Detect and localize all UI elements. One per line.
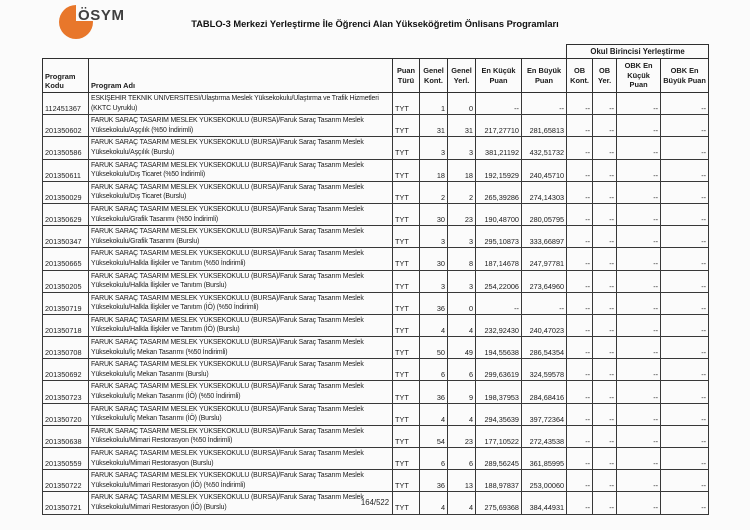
- cell-code: 201350692: [43, 359, 89, 381]
- cell-en_buyuk_puan: 247,97781: [522, 248, 567, 270]
- cell-genel_kont: 3: [420, 270, 448, 292]
- column-header-en_kucuk_puan: En Küçük Puan: [476, 59, 522, 93]
- cell-en_buyuk_puan: 333,66897: [522, 226, 567, 248]
- cell-obk_en_kucuk_puan: --: [617, 181, 661, 203]
- cell-name: FARUK SARAÇ TASARIM MESLEK YÜKSEKOKULU (BURSA)/Faruk Saraç Tasarım Meslek Yüksekokulu/Grafik Tasarımı (%50 İndirimli): [89, 203, 393, 225]
- cell-genel_yerl: 3: [448, 226, 476, 248]
- table-row: [43, 292, 709, 314]
- cell-en_kucuk_puan: 295,10873: [476, 226, 522, 248]
- cell-code: 201350347: [43, 226, 89, 248]
- cell-obk_en_kucuk_puan: --: [617, 93, 661, 115]
- cell-name: FARUK SARAÇ TASARIM MESLEK YÜKSEKOKULU (BURSA)/Faruk Saraç Tasarım Meslek Yüksekokulu/Aşçılık (Burslu): [89, 137, 393, 159]
- cell-puan_turu: TYT: [393, 448, 420, 470]
- cell-genel_yerl: 18: [448, 159, 476, 181]
- cell-genel_yerl: 23: [448, 425, 476, 447]
- cell-code: 201350723: [43, 381, 89, 403]
- cell-name: ESKİŞEHİR TEKNİK ÜNİVERSİTESİ/Ulaştırma Meslek Yüksekokulu/Ulaştırma ve Trafik Hizmetleri (KKTC Uyruklu): [89, 93, 393, 115]
- cell-ob_kont: --: [567, 381, 593, 403]
- cell-obk_en_buyuk_puan: --: [661, 203, 709, 225]
- cell-ob_kont: --: [567, 181, 593, 203]
- cell-code: 201350611: [43, 159, 89, 181]
- cell-name: FARUK SARAÇ TASARIM MESLEK YÜKSEKOKULU (BURSA)/Faruk Saraç Tasarım Meslek Yüksekokulu/İç Mekan Tasarımı (Burslu): [89, 359, 393, 381]
- column-header-ob_yer: OB Yer.: [593, 59, 617, 93]
- cell-en_buyuk_puan: 274,14303: [522, 181, 567, 203]
- cell-obk_en_buyuk_puan: --: [661, 181, 709, 203]
- cell-obk_en_kucuk_puan: --: [617, 425, 661, 447]
- cell-ob_yer: --: [593, 314, 617, 336]
- cell-ob_yer: --: [593, 226, 617, 248]
- cell-genel_yerl: 23: [448, 203, 476, 225]
- cell-genel_kont: 4: [420, 403, 448, 425]
- table-row: [43, 248, 709, 270]
- cell-en_kucuk_puan: 177,10522: [476, 425, 522, 447]
- table-body: [43, 93, 709, 515]
- cell-ob_yer: --: [593, 470, 617, 492]
- cell-obk_en_buyuk_puan: --: [661, 403, 709, 425]
- cell-obk_en_buyuk_puan: --: [661, 115, 709, 137]
- cell-genel_yerl: 6: [448, 359, 476, 381]
- cell-ob_kont: --: [567, 292, 593, 314]
- cell-ob_kont: --: [567, 248, 593, 270]
- table-row: [43, 359, 709, 381]
- cell-en_buyuk_puan: 240,45710: [522, 159, 567, 181]
- column-header-obk_en_buyuk_puan: OBK En Büyük Puan: [661, 59, 709, 93]
- cell-en_buyuk_puan: --: [522, 93, 567, 115]
- cell-en_kucuk_puan: 192,15929: [476, 159, 522, 181]
- cell-name: FARUK SARAÇ TASARIM MESLEK YÜKSEKOKULU (BURSA)/Faruk Saraç Tasarım Meslek Yüksekokulu/Halkla İlişkiler ve Tanıtım (Burslu): [89, 270, 393, 292]
- cell-ob_kont: --: [567, 270, 593, 292]
- table-row: [43, 403, 709, 425]
- table-row: [43, 115, 709, 137]
- table-header-row: [43, 59, 709, 93]
- cell-name: FARUK SARAÇ TASARIM MESLEK YÜKSEKOKULU (BURSA)/Faruk Saraç Tasarım Meslek Yüksekokulu/Dış Ticaret (%50 İndirimli): [89, 159, 393, 181]
- cell-puan_turu: TYT: [393, 181, 420, 203]
- cell-obk_en_buyuk_puan: --: [661, 337, 709, 359]
- cell-ob_kont: --: [567, 93, 593, 115]
- cell-obk_en_kucuk_puan: --: [617, 470, 661, 492]
- cell-ob_yer: --: [593, 337, 617, 359]
- cell-obk_en_kucuk_puan: --: [617, 337, 661, 359]
- cell-ob_yer: --: [593, 270, 617, 292]
- cell-obk_en_kucuk_puan: --: [617, 137, 661, 159]
- cell-obk_en_kucuk_puan: --: [617, 270, 661, 292]
- cell-obk_en_buyuk_puan: --: [661, 292, 709, 314]
- cell-puan_turu: TYT: [393, 403, 420, 425]
- page-number: 164/522: [360, 498, 390, 507]
- column-header-puan_turu: Puan Türü: [393, 59, 420, 93]
- placement-table: [42, 44, 709, 515]
- cell-genel_kont: 30: [420, 203, 448, 225]
- cell-ob_yer: --: [593, 492, 617, 514]
- cell-en_kucuk_puan: 232,92430: [476, 314, 522, 336]
- cell-ob_yer: --: [593, 292, 617, 314]
- cell-code: 201350721: [43, 492, 89, 514]
- cell-obk_en_buyuk_puan: --: [661, 314, 709, 336]
- cell-code: 201350718: [43, 314, 89, 336]
- cell-code: 201350629: [43, 203, 89, 225]
- cell-en_kucuk_puan: 188,97837: [476, 470, 522, 492]
- cell-en_buyuk_puan: 286,54354: [522, 337, 567, 359]
- cell-genel_kont: 50: [420, 337, 448, 359]
- cell-genel_yerl: 49: [448, 337, 476, 359]
- cell-genel_kont: 2: [420, 181, 448, 203]
- column-header-genel_kont: Genel Kont.: [420, 59, 448, 93]
- cell-ob_kont: --: [567, 359, 593, 381]
- cell-ob_kont: --: [567, 337, 593, 359]
- cell-en_buyuk_puan: 397,72364: [522, 403, 567, 425]
- cell-puan_turu: TYT: [393, 381, 420, 403]
- column-header-name: Program Adı: [89, 59, 393, 93]
- cell-genel_yerl: 13: [448, 470, 476, 492]
- cell-en_buyuk_puan: 253,00060: [522, 470, 567, 492]
- cell-name: FARUK SARAÇ TASARIM MESLEK YÜKSEKOKULU (BURSA)/Faruk Saraç Tasarım Meslek Yüksekokulu/Grafik Tasarımı (Burslu): [89, 226, 393, 248]
- cell-en_kucuk_puan: --: [476, 93, 522, 115]
- cell-name: FARUK SARAÇ TASARIM MESLEK YÜKSEKOKULU (BURSA)/Faruk Saraç Tasarım Meslek Yüksekokulu/İç Mekan Tasarımı (%50 İndirimli): [89, 337, 393, 359]
- cell-en_buyuk_puan: --: [522, 292, 567, 314]
- cell-genel_kont: 1: [420, 93, 448, 115]
- table-row: [43, 226, 709, 248]
- cell-en_buyuk_puan: 324,59578: [522, 359, 567, 381]
- column-header-code: Program Kodu: [43, 59, 89, 93]
- cell-ob_yer: --: [593, 425, 617, 447]
- cell-ob_yer: --: [593, 381, 617, 403]
- cell-obk_en_buyuk_puan: --: [661, 248, 709, 270]
- cell-name: FARUK SARAÇ TASARIM MESLEK YÜKSEKOKULU (BURSA)/Faruk Saraç Tasarım Meslek Yüksekokulu/Halkla İlişkiler ve Tanıtım (%50 İndirimli): [89, 248, 393, 270]
- table-row: [43, 181, 709, 203]
- cell-name: FARUK SARAÇ TASARIM MESLEK YÜKSEKOKULU (BURSA)/Faruk Saraç Tasarım Meslek Yüksekokulu/İç Mekan Tasarımı (İÖ) (%50 İndirimli): [89, 381, 393, 403]
- cell-puan_turu: TYT: [393, 159, 420, 181]
- cell-en_kucuk_puan: 198,37953: [476, 381, 522, 403]
- cell-obk_en_buyuk_puan: --: [661, 159, 709, 181]
- cell-obk_en_kucuk_puan: --: [617, 292, 661, 314]
- column-header-ob_kont: OB Kont.: [567, 59, 593, 93]
- cell-genel_yerl: 4: [448, 403, 476, 425]
- table-row: [43, 203, 709, 225]
- column-header-obk_en_kucuk_puan: OBK En Küçük Puan: [617, 59, 661, 93]
- cell-ob_yer: --: [593, 359, 617, 381]
- cell-puan_turu: TYT: [393, 337, 420, 359]
- cell-ob_kont: --: [567, 492, 593, 514]
- cell-en_kucuk_puan: 190,48700: [476, 203, 522, 225]
- cell-obk_en_buyuk_puan: --: [661, 470, 709, 492]
- cell-ob_kont: --: [567, 159, 593, 181]
- table-row: [43, 425, 709, 447]
- cell-en_kucuk_puan: 289,56245: [476, 448, 522, 470]
- cell-obk_en_kucuk_puan: --: [617, 448, 661, 470]
- cell-puan_turu: TYT: [393, 115, 420, 137]
- table-row: [43, 137, 709, 159]
- cell-ob_yer: --: [593, 137, 617, 159]
- cell-code: 201350665: [43, 248, 89, 270]
- cell-name: FARUK SARAÇ TASARIM MESLEK YÜKSEKOKULU (BURSA)/Faruk Saraç Tasarım Meslek Yüksekokulu/Halkla İlişkiler ve Tanıtım (İÖ) (Burslu): [89, 314, 393, 336]
- cell-genel_yerl: 31: [448, 115, 476, 137]
- cell-obk_en_kucuk_puan: --: [617, 381, 661, 403]
- cell-code: 201350029: [43, 181, 89, 203]
- cell-puan_turu: TYT: [393, 93, 420, 115]
- cell-obk_en_buyuk_puan: --: [661, 381, 709, 403]
- cell-ob_kont: --: [567, 448, 593, 470]
- cell-en_kucuk_puan: 381,21192: [476, 137, 522, 159]
- cell-genel_kont: 36: [420, 292, 448, 314]
- osym-logo-text: ÖSYM: [78, 7, 125, 24]
- cell-genel_kont: 18: [420, 159, 448, 181]
- cell-puan_turu: TYT: [393, 137, 420, 159]
- cell-ob_yer: --: [593, 93, 617, 115]
- cell-code: 201350205: [43, 270, 89, 292]
- cell-ob_yer: --: [593, 248, 617, 270]
- cell-name: FARUK SARAÇ TASARIM MESLEK YÜKSEKOKULU (BURSA)/Faruk Saraç Tasarım Meslek Yüksekokulu/Mimari Restorasyon (İÖ) (Burslu): [89, 492, 393, 514]
- cell-en_kucuk_puan: 217,27710: [476, 115, 522, 137]
- group-header-okul-birincisi-yerlestirme: Okul Birincisi Yerleştirme: [567, 45, 709, 59]
- table-row: [43, 93, 709, 115]
- cell-genel_yerl: 4: [448, 314, 476, 336]
- cell-genel_yerl: 6: [448, 448, 476, 470]
- table-row: [43, 337, 709, 359]
- cell-en_kucuk_puan: 299,63619: [476, 359, 522, 381]
- cell-ob_kont: --: [567, 425, 593, 447]
- cell-obk_en_buyuk_puan: --: [661, 359, 709, 381]
- cell-obk_en_kucuk_puan: --: [617, 248, 661, 270]
- cell-obk_en_buyuk_puan: --: [661, 270, 709, 292]
- cell-code: 201350638: [43, 425, 89, 447]
- cell-name: FARUK SARAÇ TASARIM MESLEK YÜKSEKOKULU (BURSA)/Faruk Saraç Tasarım Meslek Yüksekokulu/Halkla İlişkiler ve Tanıtım (İÖ) (%50 İndirimli): [89, 292, 393, 314]
- cell-genel_kont: 4: [420, 314, 448, 336]
- cell-en_kucuk_puan: 275,69368: [476, 492, 522, 514]
- cell-en_buyuk_puan: 272,43538: [522, 425, 567, 447]
- cell-code: 112451367: [43, 93, 89, 115]
- table-row: [43, 381, 709, 403]
- cell-genel_kont: 3: [420, 226, 448, 248]
- group-header-spacer: [43, 45, 567, 59]
- cell-name: FARUK SARAÇ TASARIM MESLEK YÜKSEKOKULU (BURSA)/Faruk Saraç Tasarım Meslek Yüksekokulu/İç Mekan Tasarımı (İÖ) (Burslu): [89, 403, 393, 425]
- cell-ob_kont: --: [567, 226, 593, 248]
- table-row: [43, 270, 709, 292]
- cell-genel_kont: 31: [420, 115, 448, 137]
- cell-en_kucuk_puan: 265,39286: [476, 181, 522, 203]
- cell-name: FARUK SARAÇ TASARIM MESLEK YÜKSEKOKULU (BURSA)/Faruk Saraç Tasarım Meslek Yüksekokulu/Aşçılık (%50 İndirimli): [89, 115, 393, 137]
- cell-name: FARUK SARAÇ TASARIM MESLEK YÜKSEKOKULU (BURSA)/Faruk Saraç Tasarım Meslek Yüksekokulu/Mimari Restorasyon (Burslu): [89, 448, 393, 470]
- cell-code: 201350719: [43, 292, 89, 314]
- cell-puan_turu: TYT: [393, 314, 420, 336]
- cell-ob_kont: --: [567, 403, 593, 425]
- table-row: [43, 470, 709, 492]
- page-title: TABLO-3 Merkezi Yerleştirme İle Öğrenci Alan Yükseköğretim Önlisans Programları: [191, 19, 559, 29]
- cell-obk_en_kucuk_puan: --: [617, 226, 661, 248]
- cell-genel_yerl: 4: [448, 492, 476, 514]
- cell-en_buyuk_puan: 361,85995: [522, 448, 567, 470]
- cell-en_kucuk_puan: --: [476, 292, 522, 314]
- cell-genel_kont: 30: [420, 248, 448, 270]
- cell-obk_en_buyuk_puan: --: [661, 448, 709, 470]
- cell-puan_turu: TYT: [393, 470, 420, 492]
- cell-genel_yerl: 2: [448, 181, 476, 203]
- cell-puan_turu: TYT: [393, 270, 420, 292]
- table-row: [43, 159, 709, 181]
- cell-obk_en_kucuk_puan: --: [617, 359, 661, 381]
- cell-code: 201350559: [43, 448, 89, 470]
- cell-puan_turu: TYT: [393, 492, 420, 514]
- cell-ob_yer: --: [593, 115, 617, 137]
- cell-ob_kont: --: [567, 137, 593, 159]
- cell-genel_yerl: 0: [448, 292, 476, 314]
- cell-genel_kont: 6: [420, 448, 448, 470]
- cell-en_kucuk_puan: 194,55638: [476, 337, 522, 359]
- cell-en_buyuk_puan: 280,05795: [522, 203, 567, 225]
- cell-ob_yer: --: [593, 203, 617, 225]
- cell-puan_turu: TYT: [393, 292, 420, 314]
- cell-en_buyuk_puan: 281,65813: [522, 115, 567, 137]
- cell-obk_en_buyuk_puan: --: [661, 226, 709, 248]
- cell-en_buyuk_puan: 273,64960: [522, 270, 567, 292]
- cell-ob_kont: --: [567, 115, 593, 137]
- cell-obk_en_kucuk_puan: --: [617, 403, 661, 425]
- cell-genel_kont: 4: [420, 492, 448, 514]
- cell-en_kucuk_puan: 254,22006: [476, 270, 522, 292]
- cell-obk_en_kucuk_puan: --: [617, 115, 661, 137]
- cell-en_kucuk_puan: 187,14678: [476, 248, 522, 270]
- cell-ob_kont: --: [567, 314, 593, 336]
- cell-ob_yer: --: [593, 181, 617, 203]
- cell-ob_yer: --: [593, 159, 617, 181]
- cell-obk_en_kucuk_puan: --: [617, 203, 661, 225]
- table-row: [43, 448, 709, 470]
- cell-ob_yer: --: [593, 448, 617, 470]
- cell-puan_turu: TYT: [393, 203, 420, 225]
- cell-obk_en_buyuk_puan: --: [661, 137, 709, 159]
- cell-name: FARUK SARAÇ TASARIM MESLEK YÜKSEKOKULU (BURSA)/Faruk Saraç Tasarım Meslek Yüksekokulu/Dış Ticaret (Burslu): [89, 181, 393, 203]
- cell-genel_yerl: 9: [448, 381, 476, 403]
- cell-code: 201350586: [43, 137, 89, 159]
- cell-genel_kont: 36: [420, 381, 448, 403]
- cell-puan_turu: TYT: [393, 425, 420, 447]
- cell-code: 201350708: [43, 337, 89, 359]
- cell-en_buyuk_puan: 432,51732: [522, 137, 567, 159]
- cell-genel_kont: 54: [420, 425, 448, 447]
- cell-obk_en_buyuk_puan: --: [661, 425, 709, 447]
- cell-ob_kont: --: [567, 203, 593, 225]
- cell-name: FARUK SARAÇ TASARIM MESLEK YÜKSEKOKULU (BURSA)/Faruk Saraç Tasarım Meslek Yüksekokulu/Mimari Restorasyon (İÖ) (%50 İndirimli): [89, 470, 393, 492]
- column-header-genel_yerl: Genel Yerl.: [448, 59, 476, 93]
- cell-genel_kont: 6: [420, 359, 448, 381]
- cell-genel_yerl: 3: [448, 137, 476, 159]
- cell-obk_en_kucuk_puan: --: [617, 159, 661, 181]
- cell-obk_en_buyuk_puan: --: [661, 492, 709, 514]
- cell-genel_yerl: 3: [448, 270, 476, 292]
- group-header-row: [43, 45, 709, 59]
- cell-code: 201350720: [43, 403, 89, 425]
- cell-puan_turu: TYT: [393, 359, 420, 381]
- cell-obk_en_kucuk_puan: --: [617, 314, 661, 336]
- cell-code: 201350602: [43, 115, 89, 137]
- cell-en_buyuk_puan: 384,44931: [522, 492, 567, 514]
- cell-en_buyuk_puan: 284,68416: [522, 381, 567, 403]
- cell-genel_kont: 3: [420, 137, 448, 159]
- cell-en_kucuk_puan: 294,35639: [476, 403, 522, 425]
- cell-genel_yerl: 8: [448, 248, 476, 270]
- cell-genel_kont: 36: [420, 470, 448, 492]
- cell-obk_en_kucuk_puan: --: [617, 492, 661, 514]
- table-row: [43, 314, 709, 336]
- column-header-en_buyuk_puan: En Büyük Puan: [522, 59, 567, 93]
- cell-en_buyuk_puan: 240,47023: [522, 314, 567, 336]
- cell-puan_turu: TYT: [393, 248, 420, 270]
- cell-ob_kont: --: [567, 470, 593, 492]
- cell-puan_turu: TYT: [393, 226, 420, 248]
- cell-obk_en_buyuk_puan: --: [661, 93, 709, 115]
- cell-genel_yerl: 0: [448, 93, 476, 115]
- cell-name: FARUK SARAÇ TASARIM MESLEK YÜKSEKOKULU (BURSA)/Faruk Saraç Tasarım Meslek Yüksekokulu/Mimari Restorasyon (%50 İndirimli): [89, 425, 393, 447]
- cell-ob_yer: --: [593, 403, 617, 425]
- cell-code: 201350722: [43, 470, 89, 492]
